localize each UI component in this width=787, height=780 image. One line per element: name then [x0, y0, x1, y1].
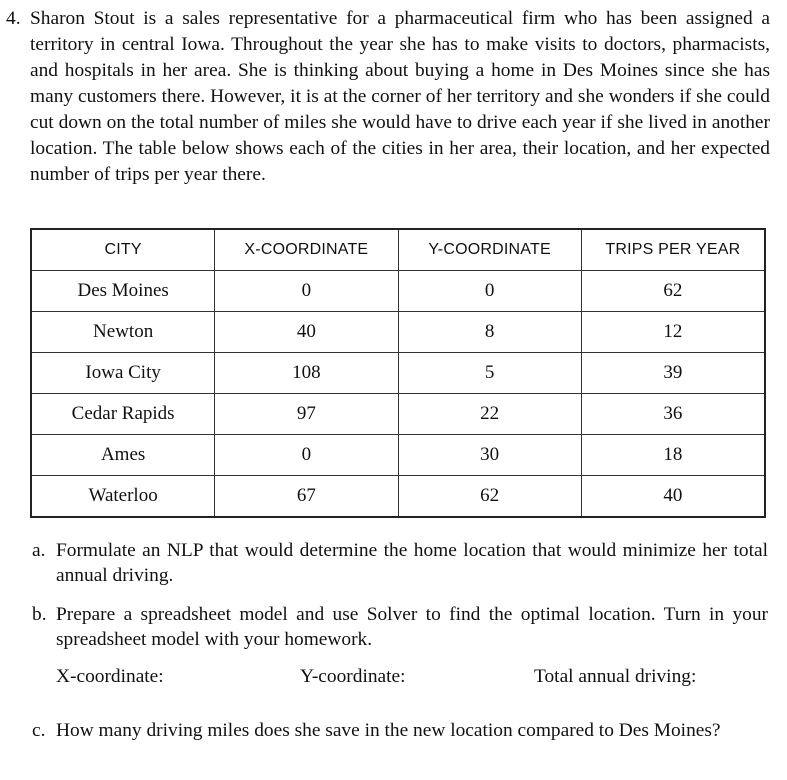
table-row	[32, 435, 764, 476]
table-row	[32, 476, 764, 516]
part-b-label: b.	[32, 604, 47, 625]
cell-trips: 62	[582, 271, 764, 312]
cell-x: 67	[215, 476, 398, 516]
table-row	[32, 271, 764, 312]
cell-y: 5	[399, 353, 582, 394]
cell-trips: 12	[582, 312, 764, 353]
cell-city: Cedar Rapids	[32, 394, 215, 435]
header-city: CITY	[32, 230, 215, 271]
cell-y: 30	[399, 435, 582, 476]
cell-trips: 18	[582, 435, 764, 476]
cell-city: Iowa City	[32, 353, 215, 394]
cell-y: 0	[399, 271, 582, 312]
table-row	[32, 353, 764, 394]
cell-x: 0	[215, 435, 398, 476]
problem-number: 4.	[6, 8, 21, 29]
header-y: Y-COORDINATE	[399, 230, 582, 271]
cell-trips: 36	[582, 394, 764, 435]
table-row	[32, 312, 764, 353]
cell-y: 22	[399, 394, 582, 435]
cell-city: Waterloo	[32, 476, 215, 516]
total-driving-label: Total annual driving:	[534, 666, 697, 687]
part-c	[32, 718, 768, 743]
table-row	[32, 394, 764, 435]
problem-statement	[6, 6, 770, 188]
cell-city: Des Moines	[32, 271, 215, 312]
cell-x: 0	[215, 271, 398, 312]
table-header-row	[32, 230, 764, 271]
part-a	[32, 538, 768, 588]
part-a-text: Formulate an NLP that would determine the home location that would minimize her total annual driving.	[56, 540, 768, 586]
problem-text: Sharon Stout is a sales representative for a pharmaceutical firm who has been assigned a territory in central Iowa. Throughout the year she has to make visits to doctors, pharmacists, and hospitals in her area. She is thinking about buying a home in Des Moines since she has many customers there. However, it is at the corner of her territory and she wonders if she could cut down on the total number of miles she would have to drive each year if she lived in another location. The table below shows each of the cities in her area, their location, and her expected number of trips per year there.	[30, 8, 770, 185]
cell-y: 62	[399, 476, 582, 516]
part-c-text: How many driving miles does she save in the new location compared to Des Moines?	[56, 720, 721, 741]
cell-x: 40	[215, 312, 398, 353]
header-x: X-COORDINATE	[215, 230, 398, 271]
part-b-text: Prepare a spreadsheet model and use Solver to find the optimal location. Turn in your spreadsheet model with your homework.	[56, 604, 768, 650]
cell-y: 8	[399, 312, 582, 353]
part-b	[32, 602, 768, 652]
y-coordinate-label: Y-coordinate:	[300, 666, 406, 687]
city-table	[30, 228, 766, 518]
part-c-label: c.	[32, 720, 46, 741]
part-a-label: a.	[32, 540, 46, 561]
cell-x: 108	[215, 353, 398, 394]
cell-x: 97	[215, 394, 398, 435]
cell-trips: 39	[582, 353, 764, 394]
cell-city: Newton	[32, 312, 215, 353]
x-coordinate-label: X-coordinate:	[56, 666, 164, 687]
header-trips: TRIPS PER YEAR	[582, 230, 764, 271]
cell-trips: 40	[663, 485, 683, 506]
cell-city: Ames	[32, 435, 215, 476]
